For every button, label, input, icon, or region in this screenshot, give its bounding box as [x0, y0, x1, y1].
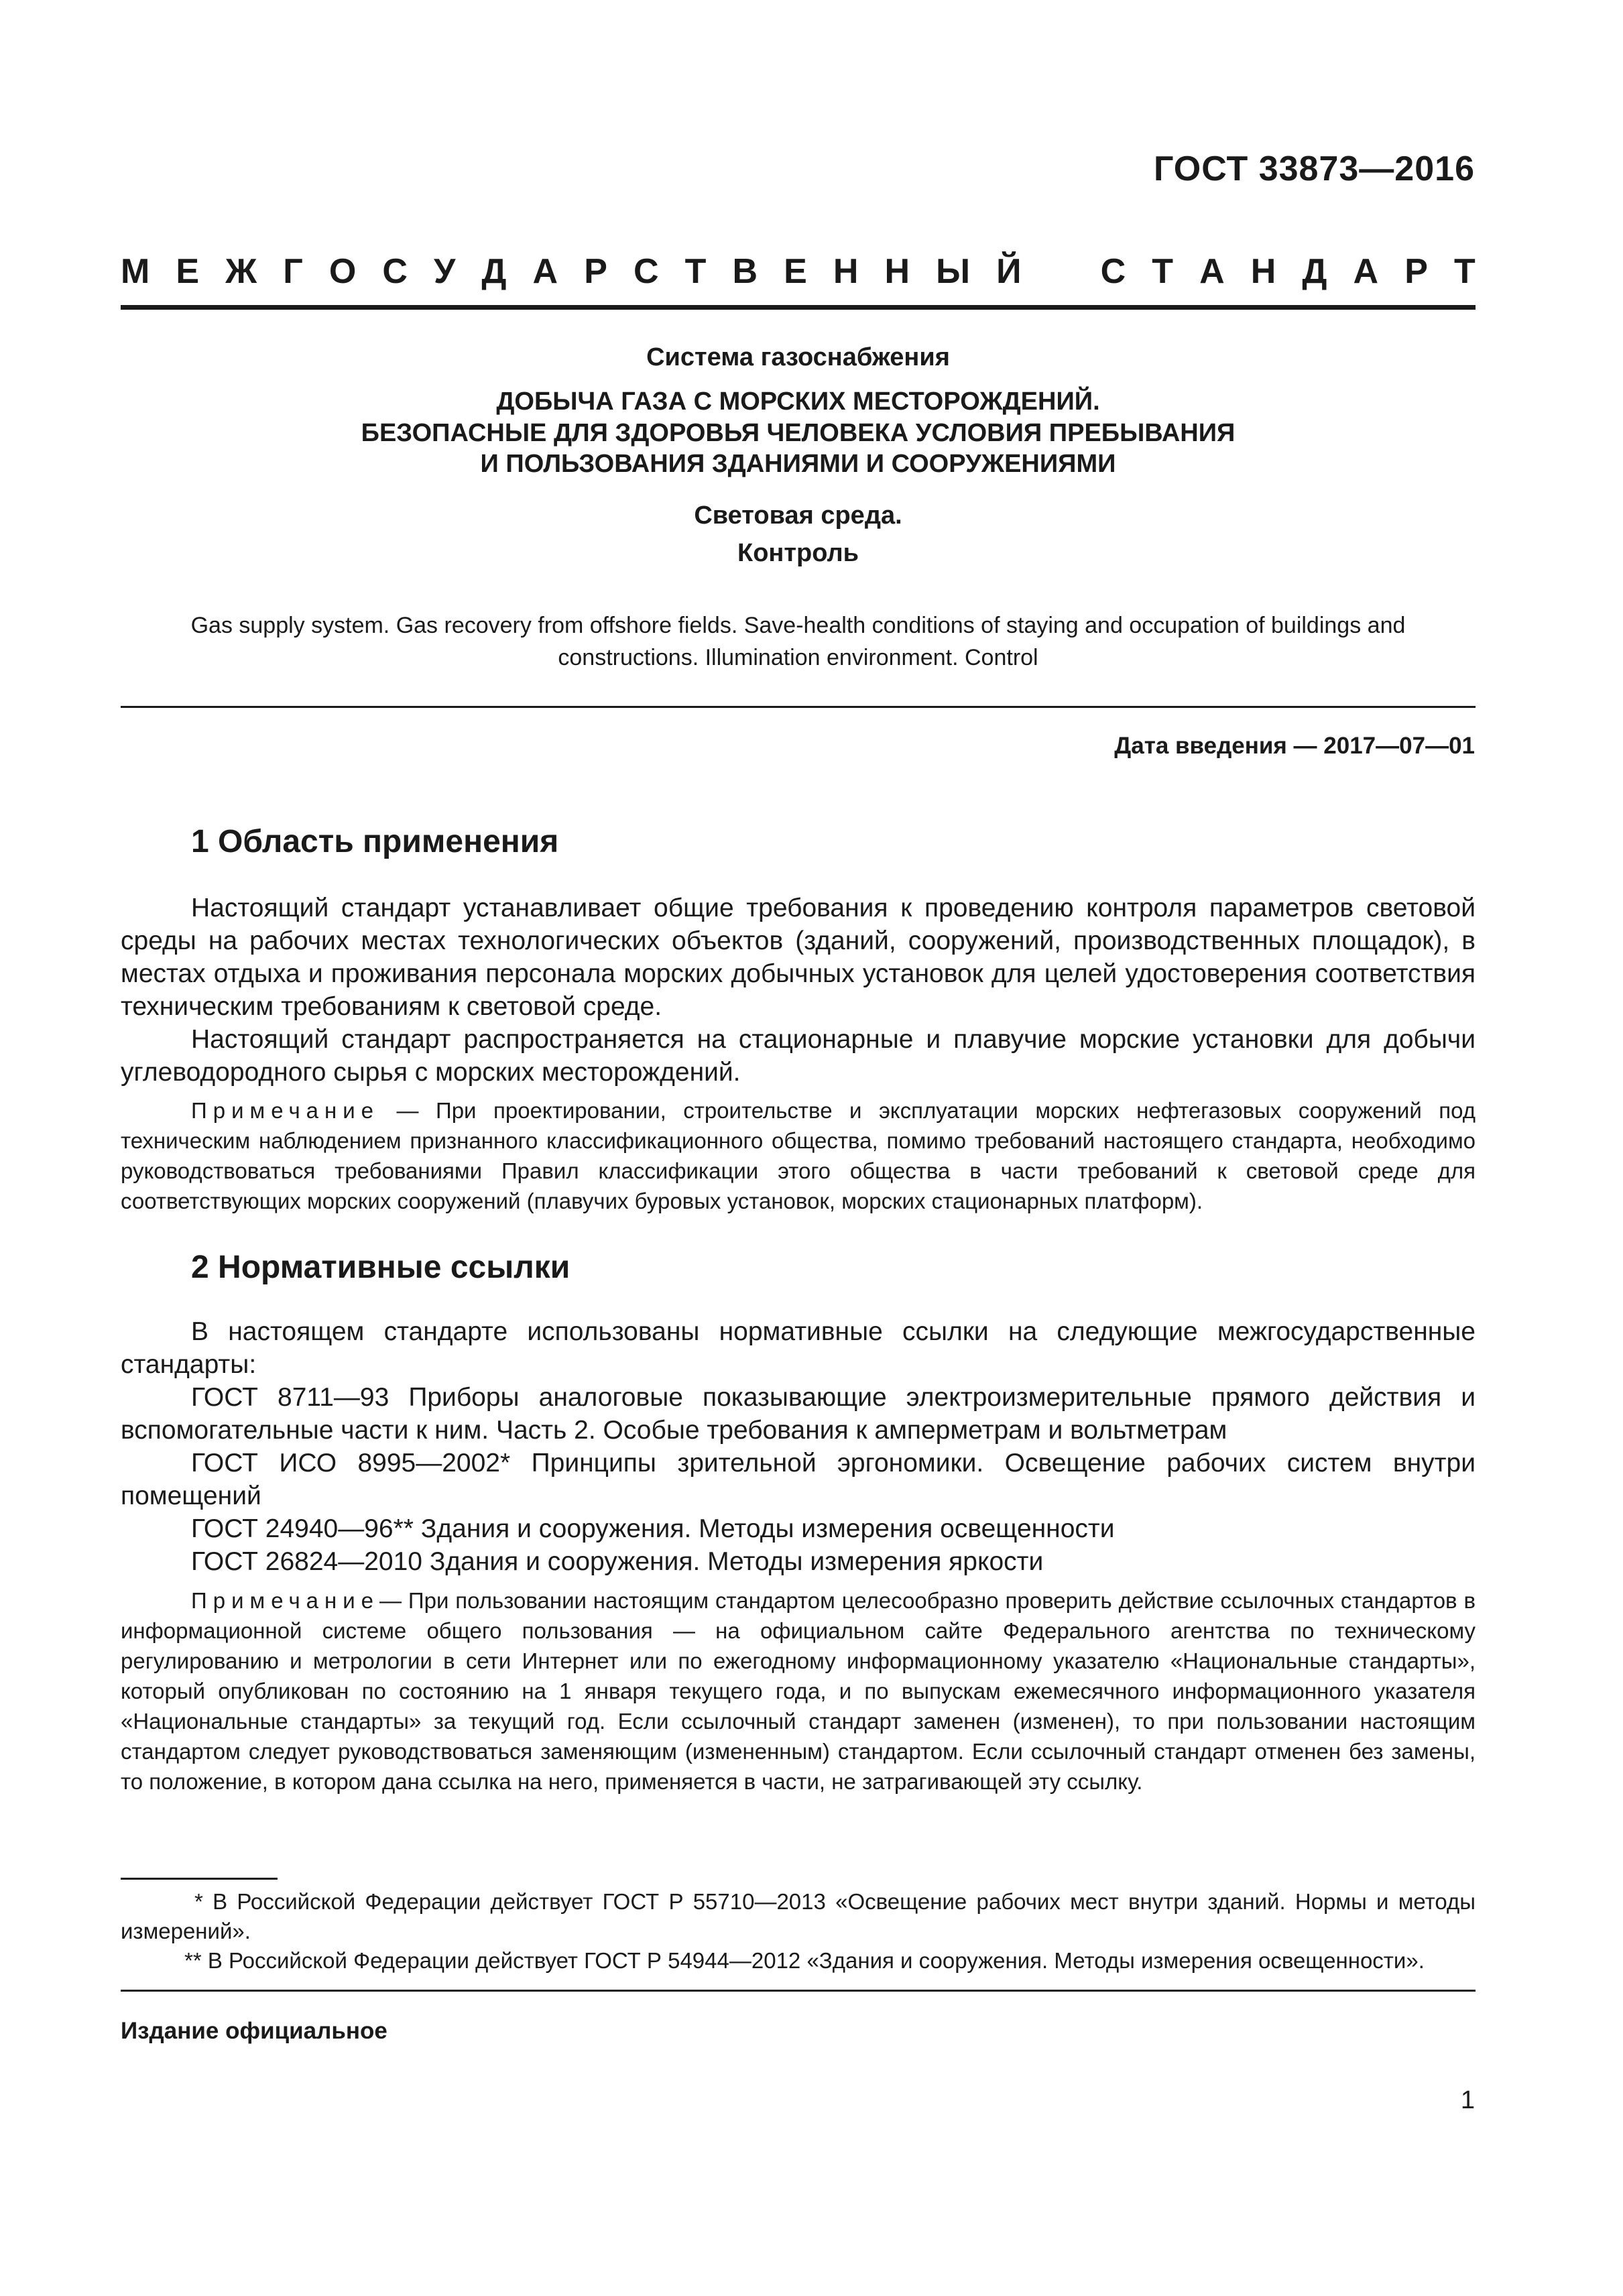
banner-letter: А [1199, 252, 1225, 291]
banner-letter: А [532, 252, 558, 291]
introduction-date: Дата введения — 2017—07—01 [1114, 733, 1475, 759]
banner-letter: Н [1250, 252, 1276, 291]
banner-letter: Р [1404, 252, 1428, 291]
main-title [121, 386, 1476, 480]
section-1-paragraph-1: Настоящий стандарт устанавливает общие требования к проведению контроля параметров световой среды на рабочих местах технологических объектов (зданий, сооружений, производственных площадок), в местах отдыха и проживания персонала морских добычных установок для целей удостоверения соответствия техническим требованиям к световой среде. [121, 894, 1476, 1021]
english-title-line-1: Gas supply system. Gas recovery from offshore fields. Save-health conditions of staying and occupation of buildings and [190, 613, 1406, 638]
banner-letter: Т [1152, 252, 1174, 291]
document-code: ГОСТ 33873—2016 [1154, 149, 1475, 188]
main-title-line-2: БЕЗОПАСНЫЕ ДЛЯ ЗДОРОВЬЯ ЧЕЛОВЕКА УСЛОВИЯ ПРЕБЫВАНИЯ [361, 418, 1236, 447]
banner-letter: Н [833, 252, 859, 291]
banner-letter: Д [1302, 252, 1327, 291]
page-number: 1 [1460, 2086, 1475, 2114]
section-2-intro: В настоящем стандарте использованы нормативные ссылки на следующие межгосударственные стандарты: [121, 1317, 1476, 1379]
section-2-note [121, 1585, 1476, 1797]
banner-letter: Й [996, 252, 1022, 291]
footnote-separator [121, 1878, 278, 1880]
banner-letter: Н [884, 252, 910, 291]
banner-letter: Р [584, 252, 607, 291]
title-divider-thick [121, 305, 1476, 310]
banner-letter: Т [1453, 252, 1476, 291]
reference-item: ГОСТ ИСО 8995—2002* Принципы зрительной эргономики. Освещение рабочих систем внутри помещений [121, 1449, 1476, 1510]
system-title: Система газоснабжения [646, 343, 950, 371]
section-1-note-text: — При проектировании, строительстве и эксплуатации морских нефтегазовых сооружений под техническим наблюдением признанного классификационного общества, помимо требований настоящего стандарта, необходимо руководствоваться требованиями Правил классификации этого общества в части требований к световой среде для соответствующих морских сооружений (плавучих буровых установок, морских стационарных платформ). [121, 1098, 1476, 1213]
main-title-line-1: ДОБЫЧА ГАЗА С МОРСКИХ МЕСТОРОЖДЕНИЙ. [496, 387, 1100, 416]
banner-letter: М [121, 252, 150, 291]
header-divider [121, 706, 1476, 708]
section-2-note-label: Примечание [191, 1588, 380, 1613]
footnote-1: * В Российской Федерации действует ГОСТ Р 55710—2013 «Освещение рабочих мест внутри зданий. Нормы и методы измерений». [121, 1889, 1476, 1943]
subtitle-control: Контроль [737, 539, 859, 567]
section-1-body [121, 892, 1476, 1089]
banner-letter: Т [684, 252, 707, 291]
interstate-standard-banner [121, 251, 1476, 292]
banner-letter: Ы [936, 252, 971, 291]
banner-letter [1048, 251, 1075, 292]
section-1-paragraph-2: Настоящий стандарт распространяется на стационарные и плавучие морские установки для добычи углеводородного сырья с морских месторождений. [121, 1025, 1476, 1087]
official-edition-label: Издание официальное [121, 2018, 387, 2044]
banner-letter: В [732, 252, 758, 291]
english-title [121, 610, 1476, 674]
banner-letter: С [1100, 252, 1126, 291]
subtitle-light-environment: Световая среда. [694, 501, 902, 530]
reference-item: ГОСТ 8711—93 Приборы аналоговые показывающие электроизмерительные прямого действия и вспомогательные части к ним. Часть 2. Особые требования к амперметрам и вольтметрам [121, 1383, 1476, 1445]
main-title-line-3: И ПОЛЬЗОВАНИЯ ЗДАНИЯМИ И СООРУЖЕНИЯМИ [480, 450, 1116, 479]
banner-letter: Е [176, 252, 200, 291]
reference-item: ГОСТ 26824—2010 Здания и сооружения. Методы измерения яркости [191, 1547, 1044, 1576]
section-2-heading: 2 Нормативные ссылки [191, 1250, 570, 1285]
section-1-note [121, 1095, 1476, 1216]
banner-letter: Ж [225, 252, 257, 291]
banner-letter: А [1353, 252, 1379, 291]
banner-letter: Е [784, 252, 807, 291]
section-1-note-label: Примечание [191, 1098, 380, 1123]
banner-letter: Д [481, 252, 507, 291]
footer-divider [121, 1990, 1476, 1992]
banner-letter: С [633, 252, 659, 291]
banner-letter: Г [283, 252, 303, 291]
banner-letter: О [328, 252, 357, 291]
banner-letter: С [382, 252, 408, 291]
section-1-heading: 1 Область применения [191, 824, 559, 859]
section-2-body [121, 1315, 1476, 1578]
english-title-line-2: constructions. Illumination environment. Control [558, 644, 1038, 670]
banner-letter: У [433, 252, 456, 291]
section-2-note-text: — При пользовании настоящим стандартом целесообразно проверить действие ссылочных стандартов в информационной системе общего пользования — на официальном сайте Федерального агентства по техническому регулированию и метрологии в сети Интернет или по ежегодному информационному указателю «Национальные стандарты», который опубликован по состоянию на 1 января текущего года, и по выпускам ежемесячного информационного указателя «Национальные стандарты» за текущий год. Если ссылочный стандарт заменен (изменен), то при пользовании настоящим стандартом следует руководствоваться заменяющим (измененным) стандартом. Если ссылочный стандарт отменен без замены, то положение, в котором дана ссылка на него, применяется в части, не затрагивающей эту ссылку. [121, 1588, 1476, 1794]
footnotes [121, 1887, 1476, 1976]
footnote-2: ** В Российской Федерации действует ГОСТ Р 54944—2012 «Здания и сооружения. Методы измерения освещенности». [184, 1948, 1425, 1973]
reference-item: ГОСТ 24940—96** Здания и сооружения. Методы измерения освещенности [191, 1514, 1115, 1543]
